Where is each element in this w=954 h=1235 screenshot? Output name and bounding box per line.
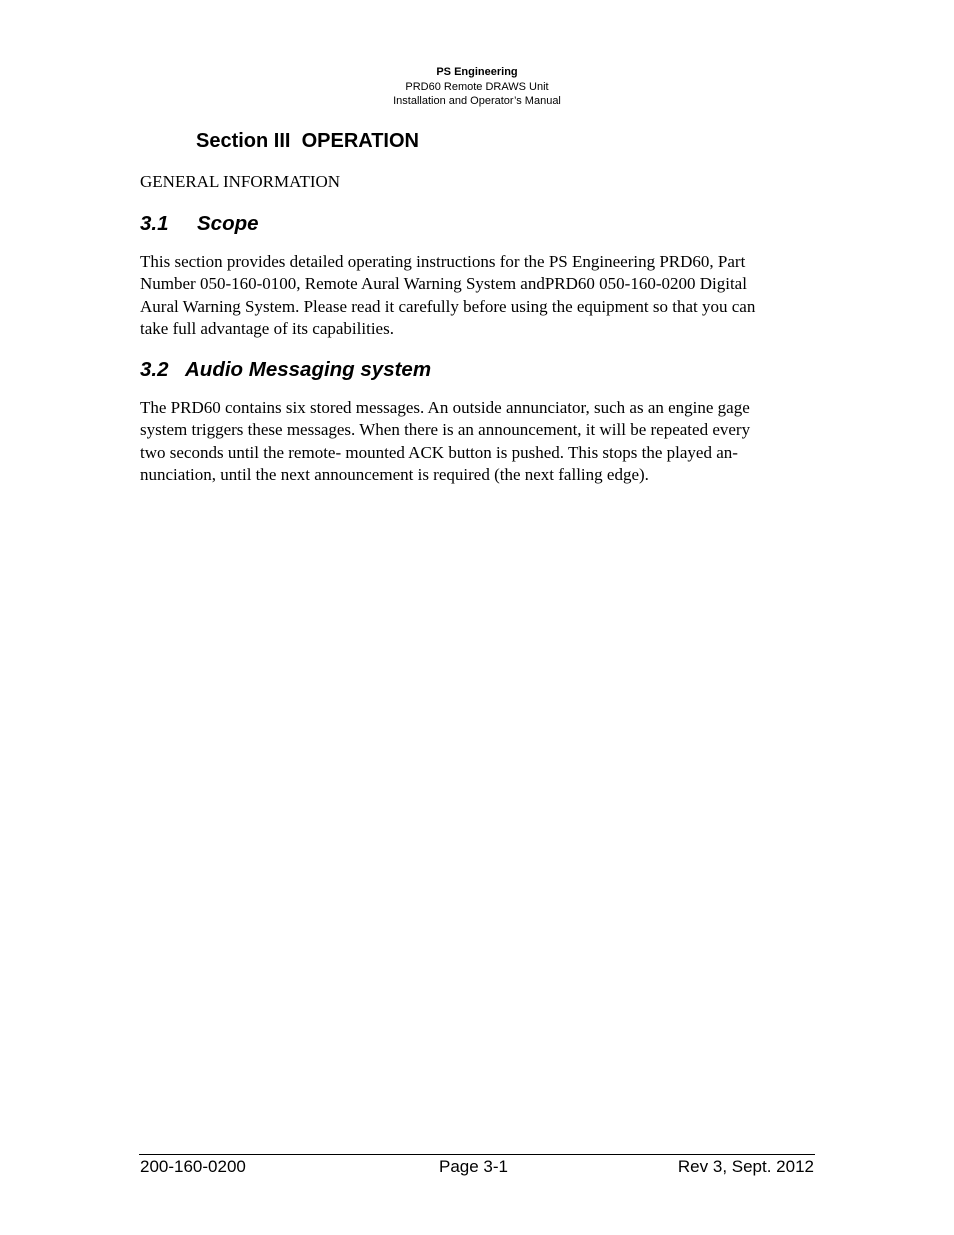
footer-revision: Rev 3, Sept. 2012 <box>677 1157 814 1176</box>
header-product: PRD60 Remote DRAWS Unit <box>405 80 549 93</box>
scope-heading-title: Scope <box>197 212 259 235</box>
audio-line: nunciation, until the next announcement is required (the next falling edge). <box>140 464 649 484</box>
footer-divider <box>139 1154 815 1155</box>
scope-line: Aural Warning System. Please read it carefully before using the equipment so that you can <box>140 296 756 316</box>
section-title: Section III OPERATION <box>196 130 419 152</box>
footer-page-number: Page 3-1 <box>439 1157 508 1176</box>
scope-heading <box>140 212 259 236</box>
scope-heading-number: 3.1 <box>140 212 169 235</box>
audio-line: two seconds until the remote- mounted ACK button is pushed. This stops the played an- <box>140 442 738 462</box>
scope-line: Number 050-160-0100, Remote Aural Warning System andPRD60 050-160-0200 Digital <box>140 274 747 294</box>
audio-line: The PRD60 contains six stored messages. An outside annunciator, such as an engine gage <box>140 398 750 417</box>
header-manual: Installation and Operator’s Manual <box>393 95 561 107</box>
footer-doc-number: 200-160-0200 <box>140 1157 246 1176</box>
audio-messaging-heading <box>140 358 431 382</box>
scope-line: take full advantage of its capabilities. <box>140 318 394 338</box>
general-information-label: GENERAL INFORMATION <box>140 172 341 191</box>
scope-line: This section provides detailed operating instructions for the PS Engineering PRD60, Part <box>140 252 746 271</box>
scope-paragraph <box>140 251 820 340</box>
audio-heading-number: 3.2 <box>140 358 169 381</box>
page-header <box>0 65 954 109</box>
audio-heading-title: Audio Messaging system <box>185 358 432 381</box>
header-company: PS Engineering <box>436 66 518 78</box>
audio-line: system triggers these messages. When there is an announcement, it will be repeated every <box>140 420 751 440</box>
audio-messaging-paragraph <box>140 397 820 486</box>
